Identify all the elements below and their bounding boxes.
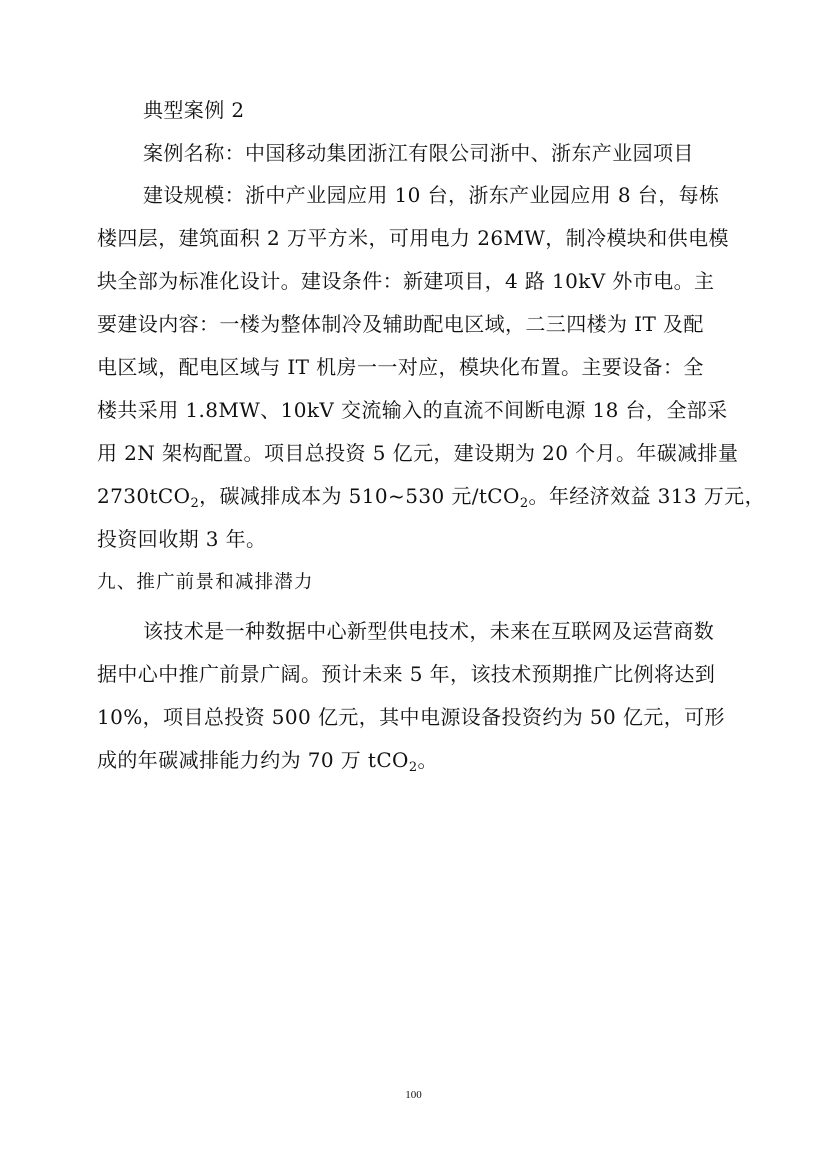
emission-sub-2: 2 xyxy=(519,496,529,511)
last-line-text: 成的年碳减排能力约为 70 万 tCO xyxy=(97,748,409,772)
case-body-line: 楼四层，建筑面积 2 万平方米，可用电力 26MW，制冷模块和供电模 xyxy=(97,226,729,250)
case-body-line: 块全部为标准化设计。建设条件：新建项目，4 路 10kV 外市电。主 xyxy=(97,269,715,293)
emission-text-2: ，碳减排成本为 510~530 元/tCO xyxy=(199,484,520,508)
page-number: 100 xyxy=(405,1089,422,1101)
section-body-line: 该技术是一种数据中心新型供电技术，未来在互联网及运营商数 xyxy=(143,619,715,643)
last-line-end: 。 xyxy=(417,748,438,772)
emission-text-1: 2730tCO xyxy=(97,484,191,508)
case-body-line: 建设规模：浙中产业园应用 10 台，浙东产业园应用 8 台，每栋 xyxy=(143,183,720,207)
section-heading: 九、推广前景和减排潜力 xyxy=(97,572,314,593)
case-title: 典型案例 2 xyxy=(143,98,245,122)
emission-text-3: 。年经济效益 313 万元， xyxy=(528,484,765,508)
case-body-line: 用 2N 架构配置。项目总投资 5 亿元，建设期为 20 个月。年碳减排量 xyxy=(97,441,739,465)
section-body-line: 10%，项目总投资 500 亿元，其中电源设备投资约为 50 亿元，可形 xyxy=(97,705,725,729)
section-last-line xyxy=(97,748,438,775)
case-name: 案例名称：中国移动集团浙江有限公司浙中、浙东产业园项目 xyxy=(143,141,694,165)
emission-line xyxy=(97,484,765,511)
payback-line: 投资回收期 3 年。 xyxy=(97,527,267,551)
last-line-sub: 2 xyxy=(408,760,418,775)
case-body-line: 电区域，配电区域与 IT 机房一一对应，模块化布置。主要设备：全 xyxy=(97,355,704,379)
section-body-line: 据中心中推广前景广阔。预计未来 5 年，该技术预期推广比例将达到 xyxy=(97,662,716,686)
case-body-line: 要建设内容：一楼为整体制冷及辅助配电区域，二三四楼为 IT 及配 xyxy=(97,312,704,336)
case-body-line: 楼共采用 1.8MW、10kV 交流输入的直流不间断电源 18 台，全部采 xyxy=(97,398,728,422)
emission-sub-1: 2 xyxy=(190,496,200,511)
